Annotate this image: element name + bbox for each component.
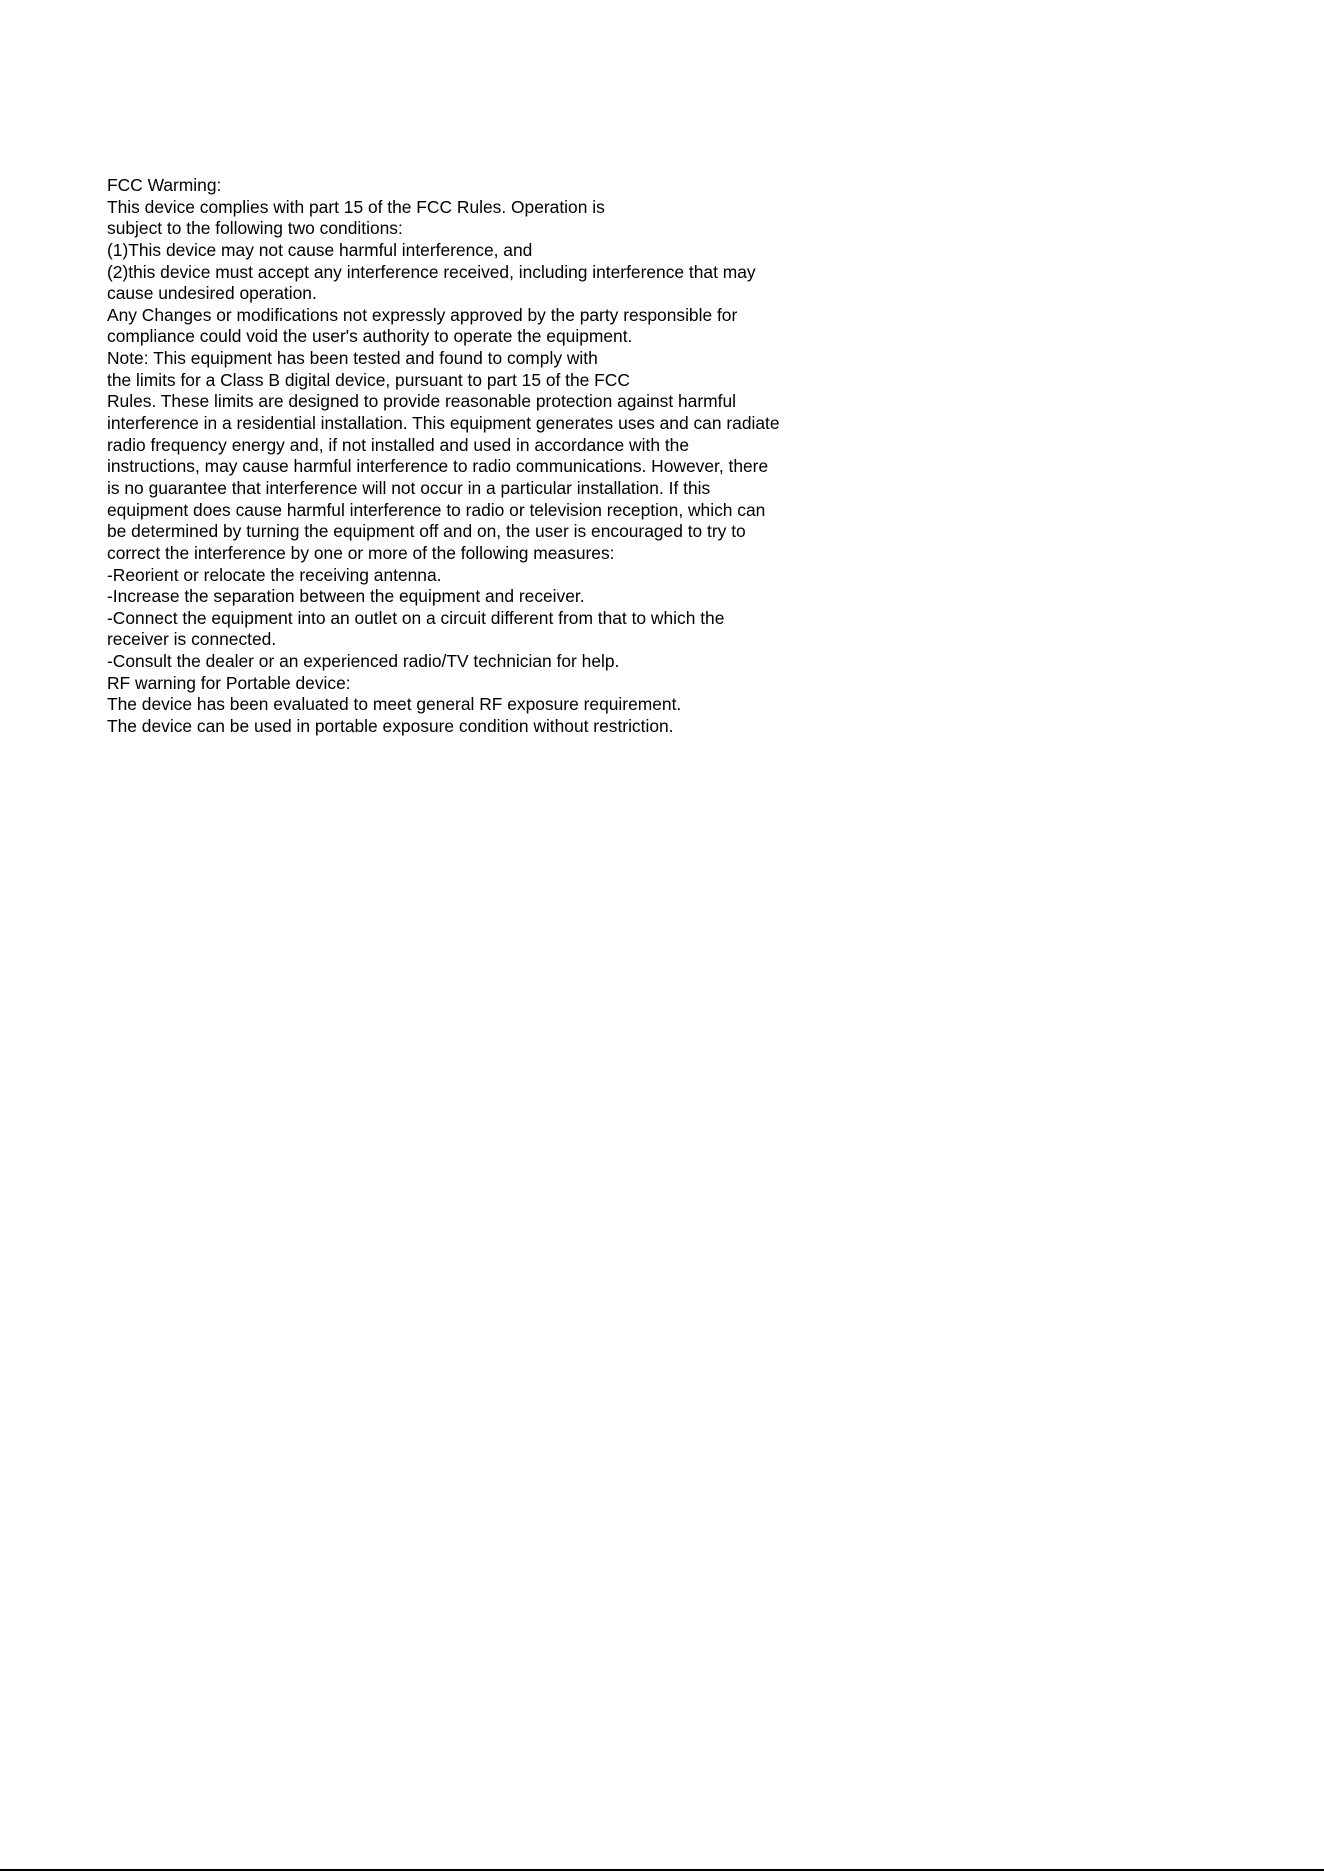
text-line: The device has been evaluated to meet general RF exposure requirement. — [107, 694, 682, 715]
fcc-heading: FCC Warming: — [107, 175, 222, 195]
condition-2: (2)this device must accept any interference received, including interference that may — [107, 261, 756, 282]
text-line: subject to the following two conditions: — [107, 218, 403, 239]
measure-item: -Consult the dealer or an experienced radio/TV technician for help. — [107, 651, 620, 672]
text-line: compliance could void the user's authority to operate the equipment. — [107, 326, 633, 347]
text-line: interference in a residential installation. This equipment generates uses and can radiate — [107, 413, 780, 434]
text-line: This device complies with part 15 of the FCC Rules. Operation is — [107, 196, 605, 217]
text-line: cause undesired operation. — [107, 283, 317, 304]
text-line: radio frequency energy and, if not installed and used in accordance with the — [107, 434, 689, 455]
text-line: equipment does cause harmful interference to radio or television reception, which can — [107, 499, 766, 520]
text-line: The device can be used in portable exposure condition without restriction. — [107, 716, 674, 737]
text-line: be determined by turning the equipment off and on, the user is encouraged to try to — [107, 521, 746, 542]
measure-item: -Connect the equipment into an outlet on a circuit different from that to which the — [107, 607, 725, 628]
note-line: Note: This equipment has been tested and found to comply with — [107, 348, 598, 369]
bottom-divider — [0, 1869, 1324, 1871]
text-line: Rules. These limits are designed to provide reasonable protection against harmful — [107, 391, 736, 412]
measure-item: -Increase the separation between the equipment and receiver. — [107, 586, 585, 607]
text-line: instructions, may cause harmful interference to radio communications. However, there — [107, 456, 769, 477]
text-line: correct the interference by one or more of the following measures: — [107, 542, 615, 563]
text-line: Any Changes or modifications not expressly approved by the party responsible for — [107, 304, 738, 325]
text-line: is no guarantee that interference will not occur in a particular installation. If this — [107, 477, 711, 498]
condition-1: (1)This device may not cause harmful interference, and — [107, 239, 533, 260]
rf-heading: RF warning for Portable device: — [107, 672, 351, 693]
text-line: the limits for a Class B digital device, pursuant to part 15 of the FCC — [107, 369, 630, 390]
measure-item: -Reorient or relocate the receiving antenna. — [107, 564, 442, 585]
fcc-statement — [107, 175, 827, 738]
text-line: receiver is connected. — [107, 629, 277, 650]
